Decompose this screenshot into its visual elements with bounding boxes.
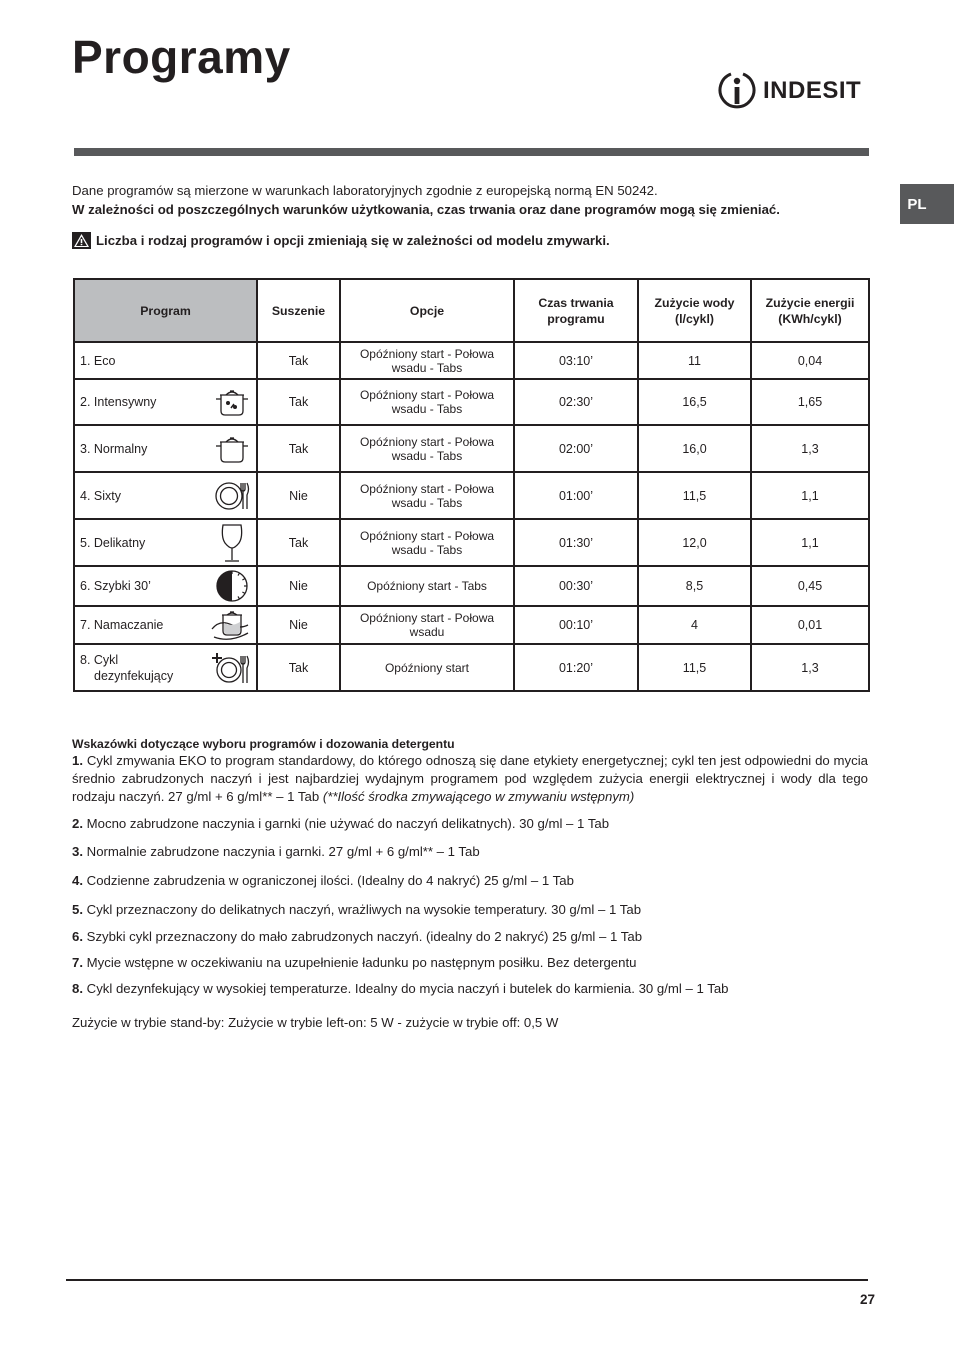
- page-number: 27: [860, 1292, 876, 1307]
- program-name-cell: [74, 566, 257, 606]
- pot-icon: [214, 431, 250, 467]
- program-notes: [72, 736, 868, 806]
- energy-cell: 1,65: [751, 379, 869, 425]
- warning-text: Liczba i rodzaj programów i opcji zmieniają się w zależności od modelu zmywarki.: [96, 233, 610, 248]
- table-row: [74, 606, 869, 644]
- drying-cell: Tak: [257, 644, 340, 691]
- note-text: Normalnie zabrudzone naczynia i garnki. 27 g/ml + 6 g/ml** – 1 Tab: [83, 844, 480, 859]
- options-text: Opóźniony start - Połowa wsadu - Tabs: [359, 388, 495, 416]
- note-item-8: [72, 980, 868, 998]
- energy-cell: 0,04: [751, 342, 869, 379]
- energy-cell: 1,3: [751, 644, 869, 691]
- program-name: 2. Intensywny: [80, 395, 157, 409]
- program-name-cell: [74, 606, 257, 644]
- note-number: 4.: [72, 873, 83, 888]
- language-tab-label: PL: [907, 195, 927, 213]
- note-text: Cykl zmywania EKO to program standardowy, do którego odnoszą się dane etykiety energetycznej; cykl ten jest odpowiedni do mycia średnio zabrudzonych naczyń i jest najbardziej wydajnym programem pod względem zużycia energii elektrycznej i wody dla tego rodzaju naczyń. 27 g/ml + 6 g/ml** – 1 Tab: [72, 753, 868, 804]
- note-item-2: [72, 815, 868, 833]
- brand-logo: [717, 70, 877, 112]
- options-cell: [340, 379, 514, 425]
- program-name-cell: [74, 342, 257, 379]
- program-name-line1: 8. Cykl: [80, 652, 119, 667]
- program-name: 5. Delikatny: [80, 535, 146, 550]
- energy-cell: 1,1: [751, 472, 869, 519]
- program-name: 4. Sixty: [80, 488, 121, 503]
- energy-cell: 0,01: [751, 606, 869, 644]
- options-text: Opóźniony start: [384, 660, 470, 675]
- water-cell: 8,5: [638, 566, 751, 606]
- note-number: 1.: [72, 753, 83, 768]
- page-title: Programy: [72, 31, 291, 83]
- table-row: [74, 342, 869, 379]
- note-text: Mycie wstępne w oczekiwaniu na uzupełnienie ładunku po następnym posiłku. Bez detergentu: [83, 955, 637, 970]
- options-cell: [340, 472, 514, 519]
- options-cell: [340, 425, 514, 472]
- options-text: Opóźniony start - Połowa wsadu - Tabs: [359, 481, 495, 510]
- table-row: [74, 472, 869, 519]
- intro-line: Dane programów są mierzone w warunkach laboratoryjnych zgodnie z europejską normą EN 50242.: [72, 183, 658, 198]
- table-row: [74, 425, 869, 472]
- options-text: Opóźniony start - Połowa wsadu - Tabs: [359, 528, 495, 557]
- duration-cell: 00:10’: [514, 606, 638, 644]
- soak-pot-icon: [210, 607, 250, 643]
- water-cell: 16,5: [638, 379, 751, 425]
- note-text: Codzienne zabrudzenia w ograniczonej ilości. (Idealny do 4 nakryć) 25 g/ml – 1 Tab: [83, 873, 574, 888]
- program-name-cell: [74, 519, 257, 566]
- program-name: 1. Eco: [80, 353, 116, 368]
- note-number: 2.: [72, 816, 83, 831]
- water-cell: 11,5: [638, 472, 751, 519]
- notes-heading: Wskazówki dotyczące wyboru programów i dozowania detergentu: [72, 737, 455, 751]
- note-number: 3.: [72, 844, 83, 859]
- note-text: Szybki cykl przeznaczony do mało zabrudzonych naczyń. (idealny do 2 nakryć) 25 g/ml – 1 Tab: [83, 929, 643, 944]
- drying-cell: Tak: [257, 379, 340, 425]
- wine-glass-icon: [214, 522, 250, 564]
- header-program: Program: [74, 279, 257, 342]
- standby-consumption: Zużycie w trybie stand-by: Zużycie w trybie left-on: 5 W - zużycie w trybie off: 0,5 W: [72, 1015, 559, 1030]
- duration-cell: 01:00’: [514, 472, 638, 519]
- options-text: Opóźniony start - Połowa wsadu - Tabs: [359, 434, 495, 463]
- table-row: [74, 566, 869, 606]
- note-item-4: [72, 872, 868, 890]
- header-water-label: Zużycie wody (l/cykl): [654, 295, 735, 326]
- header-drying: Suszenie: [257, 279, 340, 342]
- program-name-cell: [74, 425, 257, 472]
- note-item-1: [72, 752, 868, 806]
- note-number: 8.: [72, 981, 83, 996]
- energy-cell: 0,45: [751, 566, 869, 606]
- options-cell: [340, 566, 514, 606]
- footer-rule: [66, 1279, 868, 1281]
- header-energy-label: Zużycie energii (KWh/cykl): [765, 295, 855, 326]
- duration-cell: 00:30’: [514, 566, 638, 606]
- note-number: 7.: [72, 955, 83, 970]
- drying-cell: Tak: [257, 519, 340, 566]
- note-number: 5.: [72, 902, 83, 917]
- drying-cell: Nie: [257, 472, 340, 519]
- half-clock-icon: [214, 568, 250, 604]
- water-cell: 4: [638, 606, 751, 644]
- program-name-cell: [74, 379, 257, 425]
- water-cell: 11,5: [638, 644, 751, 691]
- note-text: Mocno zabrudzone naczynia i garnki (nie używać do naczyń delikatnych). 30 g/ml – 1 Tab: [83, 816, 610, 831]
- program-name: 3. Normalny: [80, 441, 148, 456]
- drying-cell: Tak: [257, 425, 340, 472]
- duration-cell: 02:00’: [514, 425, 638, 472]
- header-water: [638, 279, 751, 342]
- note-item-3: [72, 843, 868, 861]
- program-name: 7. Namaczanie: [80, 618, 164, 632]
- duration-cell: 01:20’: [514, 644, 638, 691]
- note-number: 6.: [72, 929, 83, 944]
- brand-name: INDESIT: [763, 77, 862, 104]
- note-text: Cykl przeznaczony do delikatnych naczyń, wrażliwych na wysokie temperatury. 30 g/ml – 1 Tab: [83, 902, 642, 917]
- drying-cell: Tak: [257, 342, 340, 379]
- table-row: [74, 644, 869, 691]
- program-name: [80, 652, 173, 684]
- options-cell: [340, 342, 514, 379]
- programs-table: [73, 278, 870, 692]
- water-cell: 11: [638, 342, 751, 379]
- intro-bold-line: W zależności od poszczególnych warunków użytkowania, czas trwania oraz dane programów mogą się zmieniać.: [72, 202, 780, 217]
- energy-cell: 1,3: [751, 425, 869, 472]
- warning-icon: [72, 232, 91, 249]
- options-text: Opóźniony start - Połowa wsadu: [359, 611, 495, 639]
- plate-cross-cutlery-icon: [210, 650, 250, 686]
- warning-note: [72, 232, 872, 249]
- note-italic: (**Ilość środka zmywającego w zmywaniu wstępnym): [322, 789, 635, 804]
- header-rule: [74, 148, 869, 156]
- table-row: [74, 379, 869, 425]
- brand-logo-icon: [717, 70, 757, 112]
- note-text: Cykl dezynfekujący w wysokiej temperaturze. Idealny do mycia naczyń i butelek do karmienia. 30 g/ml – 1 Tab: [83, 981, 729, 996]
- duration-cell: 01:30’: [514, 519, 638, 566]
- drying-cell: Nie: [257, 566, 340, 606]
- options-cell: [340, 606, 514, 644]
- duration-cell: 03:10’: [514, 342, 638, 379]
- program-name-cell: [74, 644, 257, 691]
- table-row: [74, 519, 869, 566]
- water-cell: 16,0: [638, 425, 751, 472]
- options-text: Opóźniony start - Połowa wsadu - Tabs: [359, 346, 495, 375]
- duration-cell: 02:30’: [514, 379, 638, 425]
- drying-cell: Nie: [257, 606, 340, 644]
- header-energy: [751, 279, 869, 342]
- program-name-cell: [74, 472, 257, 519]
- options-cell: [340, 519, 514, 566]
- language-tab: [900, 184, 954, 224]
- plate-cutlery-icon: [214, 478, 250, 514]
- intro-text: [72, 181, 872, 219]
- energy-cell: 1,1: [751, 519, 869, 566]
- water-cell: 12,0: [638, 519, 751, 566]
- options-cell: [340, 644, 514, 691]
- note-item-7: [72, 954, 868, 972]
- program-name-line2: dezynfekujący: [94, 668, 174, 683]
- header-duration: [514, 279, 638, 342]
- table-header-row: [74, 279, 869, 342]
- program-name: 6. Szybki 30’: [80, 579, 151, 593]
- note-item-5: [72, 901, 868, 919]
- pot-with-food-icon: [214, 384, 250, 420]
- note-item-6: [72, 928, 868, 946]
- header-duration-label: Czas trwania programu: [538, 295, 614, 326]
- options-text: Opóźniony start - Tabs: [367, 579, 487, 593]
- header-options: Opcje: [340, 279, 514, 342]
